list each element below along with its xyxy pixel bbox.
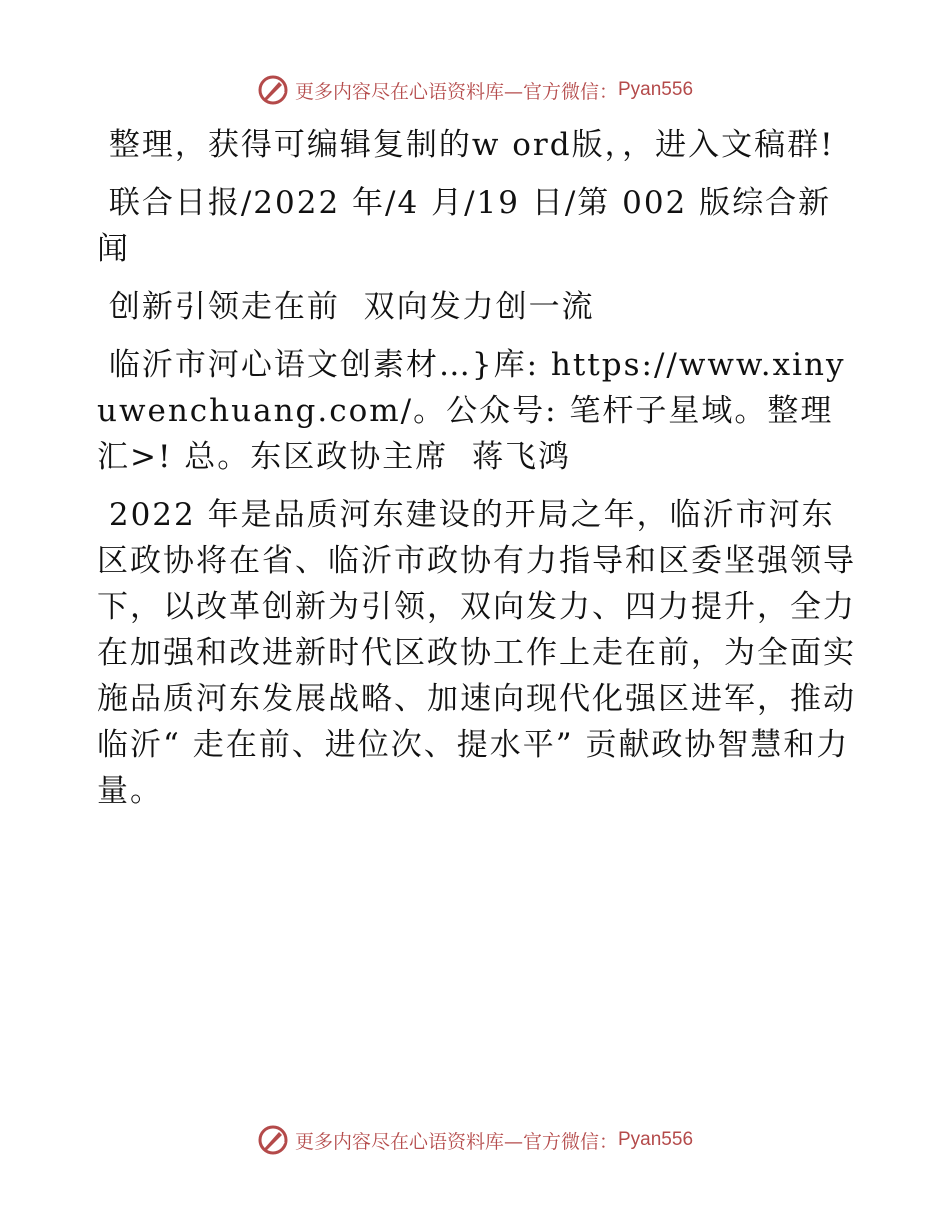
quill-seal-icon <box>257 74 289 106</box>
paragraph-source: 联合日报/2022 年/4 月/19 日/第 002 版综合新闻 <box>97 185 832 267</box>
footer-banner-account: Pyan556 <box>618 1129 694 1150</box>
document-body <box>97 122 857 826</box>
paragraph-author: 临沂市河心语文创素材…}库: https://www.xinyuwenchuang.com/。公众号: 笔杆子星域。整理汇>! 总。东区政协主席 蒋飞鸿 <box>97 347 846 475</box>
header-banner-account: Pyan556 <box>618 79 694 100</box>
header-banner-text: 更多内容尽在心语资料库—官方微信： <box>294 80 618 103</box>
paragraph-intro: 整理，获得可编辑复制的w ord版，，进入文稿群! <box>97 127 835 163</box>
paragraph-headline: 创新引领走在前 双向发力创一流 <box>97 289 595 325</box>
footer-banner-text: 更多内容尽在心语资料库—官方微信： <box>294 1130 618 1153</box>
footer-banner <box>0 1120 950 1160</box>
quill-seal-icon <box>257 1124 289 1156</box>
header-banner <box>0 70 950 110</box>
paragraph-body: 2022 年是品质河东建设的开局之年，临沂市河东区政协将在省、临沂市政协有力指导和区委坚强领导下，以改革创新为引领，双向发力、四力提升，全力在加强和改进新时代区政协工作上走在前，为全面实施品质河东发展战略、加速向现代化强区进军，推动临沂“ 走在前、进位次、提水平” 贡献政协智慧和力量。 <box>97 497 856 809</box>
